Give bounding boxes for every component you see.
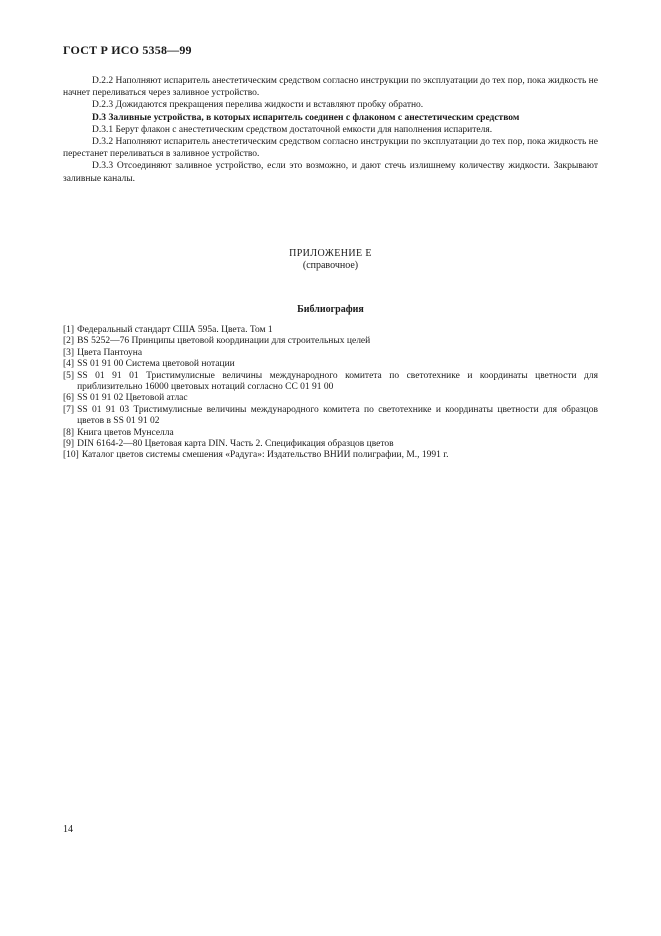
bibliography-item-number: [2] xyxy=(63,336,75,347)
bibliography-item-text: Каталог цветов системы смешения «Радуга»: Издательство ВНИИ полиграфии, М., 1991 г. xyxy=(81,450,449,461)
bibliography-item-text: Книга цветов Мунселла xyxy=(77,427,174,438)
bibliography-item xyxy=(63,348,598,359)
bibliography-item-number: [7] xyxy=(63,404,75,415)
paragraph-d-2-3: D.2.3 Дожидаются прекращения перелива жидкости и вставляют пробку обратно. xyxy=(92,100,424,111)
bibliography-item-text: SS 01 91 00 Система цветовой нотации xyxy=(77,359,235,370)
section-heading-d-3: D.3 Заливные устройства, в которых испаритель соединен с флаконом с анестетическим средством xyxy=(92,112,520,123)
bibliography-item xyxy=(63,359,598,370)
body-text xyxy=(63,75,598,185)
paragraph-d-2-2: D.2.2 Наполняют испаритель анестетическим средством согласно инструкции по эксплуатации до тех пор, пока жидкость не начнет переливаться через заливное устройство. xyxy=(63,76,598,99)
bibliography-item-number: [4] xyxy=(63,359,75,370)
bibliography-item-text: SS 01 91 03 Тристимулисные величины международного комитета по светотехнике и координаты цветности для образцов цветов в SS 01 91 02 xyxy=(77,404,598,427)
bibliography-item xyxy=(63,393,598,404)
paragraph-d-3-3: D.3.3 Отсоединяют заливное устройство, если это возможно, и дают стечь излишнему количеству жидкости. Закрывают заливные каналы. xyxy=(63,161,598,184)
appendix-heading xyxy=(63,248,598,272)
bibliography-item xyxy=(63,325,598,336)
bibliography-item-number: [1] xyxy=(63,325,75,335)
appendix-title: ПРИЛОЖЕНИЕ Е xyxy=(289,248,372,259)
bibliography-item-text: BS 5252—76 Принципы цветовой координации для строительных целей xyxy=(77,336,371,347)
bibliography-item-number: [9] xyxy=(63,439,75,450)
bibliography-heading: Библиография xyxy=(297,304,364,315)
bibliography-item-text: SS 01 91 02 Цветовой атлас xyxy=(77,393,188,404)
bibliography-item-text: Федеральный стандарт США 595а. Цвета. Том 1 xyxy=(77,325,273,335)
bibliography-item-number: [10] xyxy=(63,450,79,461)
bibliography-item xyxy=(63,371,598,394)
paragraph-d-3-1: D.3.1 Берут флакон с анестетическим средством достаточной емкости для наполнения испарителя. xyxy=(92,124,493,135)
page-number: 14 xyxy=(63,824,73,835)
bibliography-item-number: [5] xyxy=(63,370,75,381)
bibliography-item xyxy=(63,439,598,450)
bibliography-item xyxy=(63,428,598,439)
paragraph-d-3-2: D.3.2 Наполняют испаритель анестетическим средством согласно инструкции по эксплуатации до тех пор, пока жидкость не перестанет переливаться в заливное устройство. xyxy=(63,137,598,160)
bibliography-item xyxy=(63,405,598,428)
bibliography-item-text: DIN 6164-2—80 Цветовая карта DIN. Часть 2. Спецификация образцов цветов xyxy=(77,439,394,450)
bibliography-item-text: SS 01 91 01 Тристимулисные величины международного комитета по светотехнике и координаты цветности для приблизительно 16000 цветовых нотаций согласно СС 01 91 00 xyxy=(77,370,598,393)
appendix-subtitle: (справочное) xyxy=(302,260,359,271)
bibliography-item xyxy=(63,336,598,347)
bibliography-item-number: [3] xyxy=(63,347,75,358)
bibliography-item-number: [6] xyxy=(63,393,75,404)
bibliography-item-number: [8] xyxy=(63,427,75,438)
bibliography-item xyxy=(63,450,598,461)
bibliography-item-text: Цвета Пантоуна xyxy=(77,347,143,358)
bibliography-list xyxy=(63,325,598,462)
document-header: ГОСТ Р ИСО 5358—99 xyxy=(63,43,192,57)
